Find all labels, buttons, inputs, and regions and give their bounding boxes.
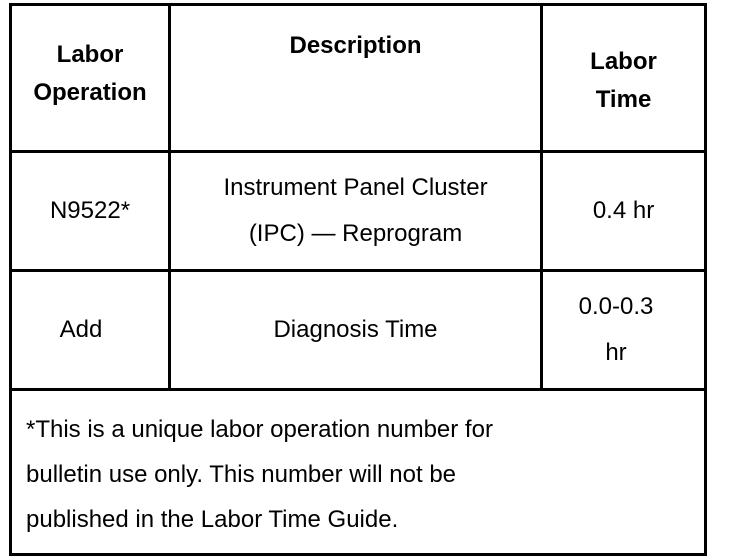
table-row-2-labor-time: 0.0-0.3 hr [578,293,654,366]
table-row-1-description: Instrument Panel Cluster (IPC) — Reprogram [223,174,488,247]
table-border-bottom [9,553,706,556]
table-row-1-labor-time: 0.4 hr [592,197,655,224]
table-row-1-labor-operation: N9522* [49,197,131,224]
table-border-right [704,3,707,556]
row-divider [9,388,706,391]
table-row-2-description: Diagnosis Time [273,316,438,343]
header-labor-time: Labor Time [590,48,657,113]
table-border-top [9,3,706,6]
footnote: *This is a unique labor operation number for bulletin use only. This number will not be published in the Labor Time Guide. [26,416,493,533]
header-labor-operation: Labor Operation [33,41,147,106]
header-description: Description [289,32,422,59]
table-row-2-labor-operation: Add [59,316,103,343]
